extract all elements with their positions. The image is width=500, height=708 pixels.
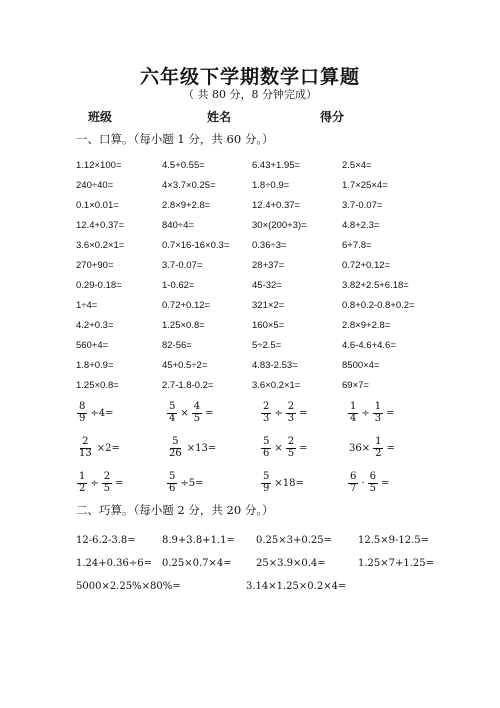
fraction-row (0, 464, 500, 502)
score-field-label: 得分 (320, 110, 345, 124)
problem-item: 0.7×16-16×0.3= (162, 240, 230, 251)
problem-item: 270+90= (76, 260, 114, 271)
denominator: 13 (79, 447, 92, 459)
denominator: 5 (369, 482, 376, 494)
fraction (348, 402, 358, 424)
fraction (373, 437, 383, 459)
problem-item: 45+0.5÷2= (162, 360, 208, 371)
fraction (167, 402, 177, 424)
problem-item: 12.4+0.37= (76, 220, 125, 231)
problem-item: 3.6×0.2×1= (252, 380, 301, 391)
fraction (348, 472, 358, 494)
numerator: 5 (263, 436, 270, 447)
clever-calc-item: 8.9+3.8+1.1= (162, 535, 235, 546)
operator-text: ×2= (96, 442, 120, 454)
problem-item: 1.25×0.8= (162, 320, 205, 331)
problem-item: 2.7-1.8-0.2= (162, 380, 214, 391)
fraction-problem (260, 394, 310, 432)
operator-text: ÷ (90, 477, 99, 489)
numerator: 1 (350, 401, 357, 412)
problem-row (0, 300, 500, 314)
fraction-row (0, 429, 500, 467)
problem-row (0, 320, 500, 334)
denominator: 7 (350, 482, 357, 494)
numerator: 2 (287, 436, 295, 447)
fraction-problem (166, 429, 218, 467)
operator-text: ×18= (274, 477, 304, 489)
denominator: 4 (169, 412, 176, 424)
problem-row (0, 360, 500, 374)
problem-item: 1.12×100= (76, 160, 122, 171)
problem-row (0, 260, 500, 274)
denominator: 3 (374, 412, 382, 424)
operator-text: × (180, 407, 189, 419)
problem-item: 840÷4= (162, 220, 194, 231)
operator-text: = (115, 477, 124, 489)
clever-calc-item: 12.5×9-12.5= (358, 535, 430, 546)
problem-row (0, 380, 500, 394)
problem-item: 560+4= (76, 340, 109, 351)
problem-item: 3.7-0.07= (342, 200, 383, 211)
problem-item: 69×7= (342, 380, 369, 391)
problem-item: 0.72+0.12= (162, 300, 211, 311)
operator-text: = (299, 442, 308, 454)
operator-text: ÷ (274, 407, 283, 419)
fraction-problem (166, 394, 216, 432)
problem-item: 5÷2.5= (252, 340, 282, 351)
clever-calc-item: 12-6.2-3.8= (76, 535, 136, 546)
fraction (167, 472, 177, 494)
denominator: 4 (350, 412, 357, 424)
problem-item: 6+7.8= (342, 240, 372, 251)
fraction-problem (76, 429, 122, 467)
problem-row (0, 220, 500, 234)
operator-text: ÷4= (90, 407, 114, 419)
problem-item: 6.43+1.95= (252, 160, 301, 171)
problem-item: 4.8+2.3= (342, 220, 380, 231)
problem-item: 4.2+0.3= (76, 320, 114, 331)
problem-item: 0.29-0.18= (76, 280, 122, 291)
page-title: 六年级下学期数学口算题 (139, 66, 360, 88)
operator-text: = (299, 407, 308, 419)
clever-calc-row (0, 558, 500, 572)
problem-item: 12.4+0.37= (252, 200, 301, 211)
fraction-problem (76, 394, 116, 432)
fraction-problem (260, 429, 310, 467)
operator-text: · (361, 477, 365, 489)
denominator: 2 (79, 482, 86, 494)
fraction-row (0, 394, 500, 432)
section1-heading: 一、口算。（每小题 1 分，共 60 分。） (76, 132, 274, 146)
numerator: 1 (375, 436, 382, 447)
denominator: 6 (169, 482, 176, 494)
problem-item: 0.36÷3= (252, 240, 287, 251)
fraction (373, 402, 383, 424)
clever-calc-row (0, 581, 500, 595)
fraction (286, 437, 296, 459)
fraction (77, 402, 87, 424)
problem-item: 2.5×4= (342, 160, 372, 171)
denominator: 5 (103, 482, 111, 494)
numerator: 6 (369, 471, 376, 482)
fraction-problem (347, 394, 397, 432)
problem-item: 30×(200+3)= (252, 220, 307, 231)
operator-text: ÷ (361, 407, 370, 419)
fraction-problem (260, 464, 306, 502)
numerator: 5 (169, 471, 176, 482)
problem-item: 3.82+2.5+6.18= (342, 280, 409, 291)
name-field-label: 姓名 (207, 110, 232, 124)
fraction-problem (166, 464, 206, 502)
section2-heading: 二、巧算。（每小题 2 分，共 20 分。） (76, 503, 274, 517)
class-field-label: 班级 (88, 110, 113, 124)
problem-item: 1.8+0.9= (76, 360, 114, 371)
numerator: 5 (169, 401, 176, 412)
problem-row (0, 280, 500, 294)
fraction (261, 472, 271, 494)
denominator: 26 (169, 447, 182, 459)
problem-item: 4.5+0.55= (162, 160, 205, 171)
problem-item: 8500×4= (342, 360, 380, 371)
numerator: 8 (79, 401, 86, 412)
fraction (77, 437, 94, 459)
fraction (167, 437, 184, 459)
fraction (286, 402, 296, 424)
numerator: 1 (79, 471, 86, 482)
denominator: 9 (79, 412, 86, 424)
problem-item: 1÷4= (76, 300, 98, 311)
operator-text: = (205, 407, 214, 419)
numerator: 2 (103, 471, 111, 482)
clever-calc-row (0, 535, 500, 549)
operator-text: 36× (349, 442, 371, 454)
fraction-problem (347, 464, 391, 502)
problem-item: 82-56= (162, 340, 192, 351)
denominator: 2 (375, 447, 382, 459)
fraction (102, 472, 112, 494)
problem-item: 4×3.7×0.25= (162, 180, 216, 191)
clever-calc-item: 5000×2.25%×80%= (76, 581, 181, 592)
problem-item: 4.6-4.6+4.6= (342, 340, 396, 351)
denominator: 3 (287, 412, 295, 424)
denominator: 5 (193, 412, 201, 424)
clever-calc-item: 0.25×3+0.25= (256, 535, 333, 546)
problem-row (0, 180, 500, 194)
fraction (77, 472, 87, 494)
problem-item: 0.1×0.01= (76, 200, 119, 211)
problem-item: 2.8×9+2.8= (342, 320, 391, 331)
numerator: 6 (350, 471, 357, 482)
operator-text: ÷5= (180, 477, 204, 489)
problem-item: 1.25×0.8= (76, 380, 119, 391)
problem-item: 0.8+0.2-0.8+0.2= (342, 300, 415, 311)
operator-text: = (386, 407, 395, 419)
numerator: 5 (172, 436, 179, 447)
denominator: 6 (263, 447, 270, 459)
problem-item: 1.7×25×4= (342, 180, 388, 191)
problem-item: 2.8×9+2.8= (162, 200, 211, 211)
fraction-problem (76, 464, 126, 502)
problem-row (0, 200, 500, 214)
problem-item: 1.8÷0.9= (252, 180, 290, 191)
operator-text: = (380, 477, 390, 489)
operator-text: ×13= (186, 442, 217, 454)
problem-item: 45-32= (252, 280, 282, 291)
problem-item: 321×2= (252, 300, 285, 311)
fraction (261, 402, 271, 424)
numerator: 1 (374, 401, 382, 412)
numerator: 2 (82, 436, 89, 447)
clever-calc-item: 0.25×0.7×4= (162, 558, 232, 569)
fraction (192, 402, 202, 424)
problem-item: 28+37= (252, 260, 285, 271)
problem-row (0, 240, 500, 254)
problem-item: 160×5= (252, 320, 285, 331)
fraction-problem (347, 429, 397, 467)
problem-item: 4.83-2.53= (252, 360, 298, 371)
numerator: 4 (193, 401, 201, 412)
clever-calc-item: 3.14×1.25×0.2×4= (246, 581, 347, 592)
operator-text: = (386, 442, 395, 454)
problem-item: 3.7-0.07= (162, 260, 203, 271)
problem-item: 1-0.62= (162, 280, 195, 291)
numerator: 2 (287, 401, 295, 412)
page-subtitle: （ 共 80 分，8 分钟完成） (183, 88, 317, 101)
problem-row (0, 160, 500, 174)
denominator: 9 (263, 482, 270, 494)
problem-item: 3.6×0.2×1= (76, 240, 125, 251)
clever-calc-item: 1.25×7+1.25= (358, 558, 435, 569)
fraction (368, 472, 378, 494)
problem-item: 0.72+0.12= (342, 260, 391, 271)
problem-row (0, 340, 500, 354)
numerator: 2 (263, 401, 270, 412)
problem-item: 240÷40= (76, 180, 114, 191)
clever-calc-item: 25×3.9×0.4= (256, 558, 326, 569)
denominator: 5 (287, 447, 295, 459)
clever-calc-item: 1.24+0.36÷6= (76, 558, 153, 569)
fraction (261, 437, 271, 459)
numerator: 5 (263, 471, 270, 482)
denominator: 3 (263, 412, 270, 424)
operator-text: × (274, 442, 283, 454)
